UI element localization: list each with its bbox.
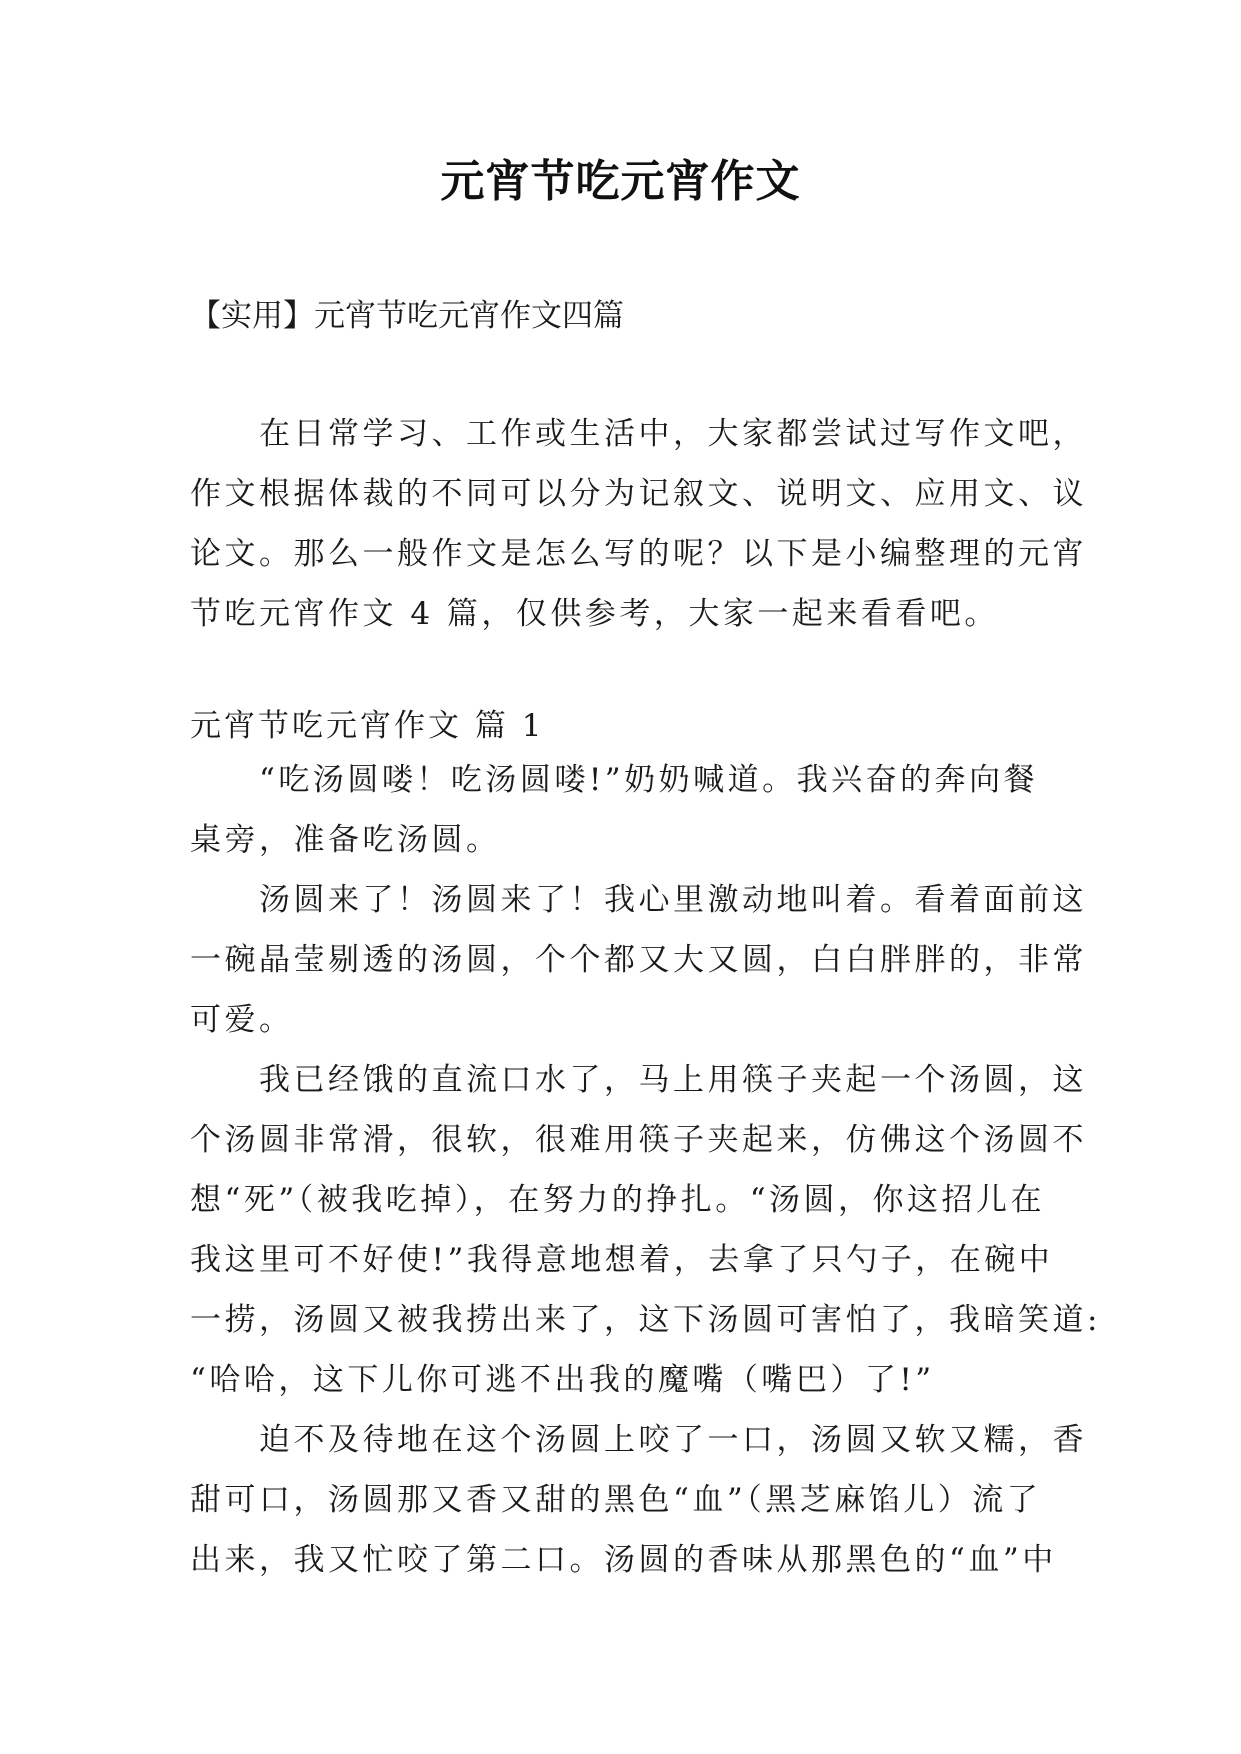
intro-line: 作文根据体裁的不同可以分为记叙文、说明文、应用文、议 xyxy=(190,476,1087,512)
document-subtitle: 【实用】元宵节吃元宵作文四篇 xyxy=(190,298,624,334)
intro-line: 论文。那么一般作文是怎么写的呢？以下是小编整理的元宵 xyxy=(190,536,1087,572)
essay-body xyxy=(190,750,1101,1590)
body-line: 一捞，汤圆又被我捞出来了，这下汤圆可害怕了，我暗笑道: xyxy=(190,1302,1101,1338)
body-line: 可爱。 xyxy=(190,1002,294,1038)
intro-paragraph xyxy=(190,404,1087,644)
body-line: 迫不及待地在这个汤圆上咬了一口，汤圆又软又糯，香 xyxy=(190,1422,1087,1458)
body-line: 一碗晶莹剔透的汤圆，个个都又大又圆，白白胖胖的，非常 xyxy=(190,942,1087,978)
body-line: 出来，我又忙咬了第二口。汤圆的香味从那黑色的“血”中 xyxy=(190,1542,1057,1578)
intro-line: 节吃元宵作文 4 篇，仅供参考，大家一起来看看吧。 xyxy=(190,596,999,632)
body-line: 桌旁，准备吃汤圆。 xyxy=(190,822,501,858)
body-line: 想“死”（被我吃掉），在努力的挣扎。“汤圆，你这招儿在 xyxy=(190,1182,1046,1218)
body-line: 个汤圆非常滑，很软，很难用筷子夹起来，仿佛这个汤圆不 xyxy=(190,1122,1087,1158)
body-line: “哈哈，这下儿你可逃不出我的魔嘴（嘴巴）了!” xyxy=(190,1362,935,1398)
body-line: 我已经饿的直流口水了，马上用筷子夹起一个汤圆，这 xyxy=(190,1062,1087,1098)
body-line: “吃汤圆喽！吃汤圆喽!”奶奶喊道。我兴奋的奔向餐 xyxy=(190,762,1039,798)
body-line: 我这里可不好使!”我得意地想着，去拿了只勺子，在碗中 xyxy=(190,1242,1054,1278)
intro-line: 在日常学习、工作或生活中，大家都尝试过写作文吧， xyxy=(190,416,1087,452)
section-heading: 元宵节吃元宵作文 篇 1 xyxy=(190,708,545,744)
body-line: 甜可口，汤圆那又香又甜的黑色“血”（黑芝麻馅儿）流了 xyxy=(190,1482,1042,1518)
body-line: 汤圆来了！汤圆来了！我心里激动地叫着。看着面前这 xyxy=(190,882,1087,918)
document-title: 元宵节吃元宵作文 xyxy=(440,156,801,207)
